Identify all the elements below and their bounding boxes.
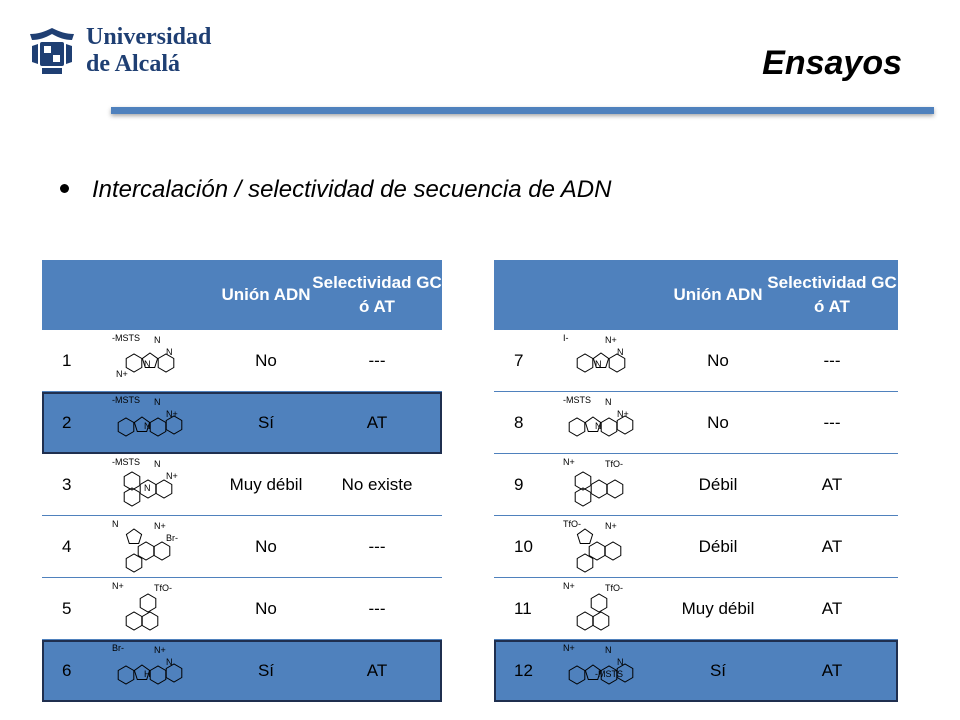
molecule-atom-label: H bbox=[144, 668, 151, 679]
table-row bbox=[42, 330, 442, 392]
university-crest-icon bbox=[22, 24, 82, 80]
molecule-ring bbox=[126, 529, 141, 544]
table-header-row bbox=[42, 260, 442, 330]
molecule-atom-label: N bbox=[144, 420, 151, 431]
molecule-ring bbox=[150, 666, 166, 684]
union-value: Sí bbox=[220, 640, 312, 702]
molecule-atom-label: Br- bbox=[112, 642, 124, 653]
selectividad-value: --- bbox=[766, 330, 898, 392]
molecule-structure-icon bbox=[555, 457, 655, 513]
union-value: No bbox=[670, 330, 766, 392]
molecule-structure bbox=[540, 330, 670, 392]
molecule-atom-label: N+ bbox=[617, 408, 629, 419]
results-table-right bbox=[494, 260, 898, 702]
header-structure bbox=[540, 260, 670, 330]
molecule-structure bbox=[540, 392, 670, 454]
molecule-structure bbox=[88, 330, 220, 392]
logo-wordmark bbox=[86, 24, 211, 78]
molecule-structure-icon bbox=[555, 581, 655, 637]
page-title: Ensayos bbox=[762, 44, 902, 82]
union-value: No bbox=[220, 516, 312, 578]
selectividad-value: AT bbox=[766, 578, 898, 640]
molecule-atom-label: N bbox=[112, 518, 119, 529]
logo-line2: de Alcalá bbox=[86, 51, 180, 77]
molecule-ring bbox=[142, 612, 158, 630]
selectividad-value: --- bbox=[312, 578, 442, 640]
compound-number: 1 bbox=[42, 330, 88, 392]
molecule-atom-label: N+ bbox=[154, 644, 166, 655]
molecule-ring bbox=[593, 612, 609, 630]
compound-number: 11 bbox=[494, 578, 540, 640]
molecule-structure bbox=[540, 578, 670, 640]
molecule-structure-icon bbox=[555, 643, 655, 699]
compound-number: 8 bbox=[494, 392, 540, 454]
table-row bbox=[494, 578, 898, 640]
molecule-ring bbox=[156, 480, 172, 498]
selectividad-value: AT bbox=[766, 516, 898, 578]
molecule-atom-label: N bbox=[617, 656, 624, 667]
molecule-atom-label: TfO- bbox=[154, 582, 172, 593]
results-table-left bbox=[42, 260, 442, 702]
table-row bbox=[494, 392, 898, 454]
molecule-ring bbox=[575, 488, 591, 506]
molecule-structure bbox=[88, 454, 220, 516]
union-value: Muy débil bbox=[670, 578, 766, 640]
compound-number: 9 bbox=[494, 454, 540, 516]
header-structure bbox=[88, 260, 220, 330]
union-value: Sí bbox=[670, 640, 766, 702]
selectividad-value: No existe bbox=[312, 454, 442, 516]
molecule-structure bbox=[88, 578, 220, 640]
header-selectividad: Selectividad GC ó AT bbox=[766, 260, 898, 330]
header-selectividad: Selectividad GC ó AT bbox=[312, 260, 442, 330]
molecule-structure bbox=[540, 454, 670, 516]
molecule-structure-icon bbox=[104, 581, 204, 637]
header-num bbox=[494, 260, 540, 330]
molecule-ring bbox=[140, 594, 156, 612]
molecule-ring bbox=[124, 488, 140, 506]
molecule-atom-label: N+ bbox=[563, 580, 575, 591]
molecule-atom-label: N+ bbox=[166, 408, 178, 419]
molecule-ring bbox=[577, 612, 593, 630]
molecule-ring bbox=[575, 472, 591, 490]
header-union: Unión ADN bbox=[220, 260, 312, 330]
molecule-atom-label: I- bbox=[563, 332, 569, 343]
university-logo bbox=[22, 22, 222, 82]
molecule-structure bbox=[540, 640, 670, 702]
molecule-ring bbox=[118, 418, 134, 436]
molecule-ring bbox=[150, 418, 166, 436]
header-union: Unión ADN bbox=[670, 260, 766, 330]
table-header-row bbox=[494, 260, 898, 330]
molecule-atom-label: N+ bbox=[166, 470, 178, 481]
molecule-ring bbox=[569, 418, 585, 436]
title-divider bbox=[111, 107, 934, 114]
molecule-atom-label: N bbox=[144, 358, 151, 369]
molecule-structure bbox=[88, 392, 220, 454]
molecule-ring bbox=[601, 418, 617, 436]
union-value: No bbox=[220, 578, 312, 640]
molecule-ring bbox=[126, 612, 142, 630]
compound-number: 3 bbox=[42, 454, 88, 516]
table-row bbox=[42, 640, 442, 702]
molecule-atom-label: N bbox=[166, 346, 173, 357]
molecule-atom-label: N bbox=[595, 358, 602, 369]
compound-number: 5 bbox=[42, 578, 88, 640]
table-row bbox=[494, 454, 898, 516]
molecule-atom-label: N bbox=[605, 396, 612, 407]
molecule-atom-label: Br- bbox=[166, 532, 178, 543]
molecule-ring bbox=[607, 480, 623, 498]
selectividad-value: AT bbox=[312, 640, 442, 702]
molecule-atom-label: TfO- bbox=[563, 518, 581, 529]
molecule-structure-icon bbox=[104, 643, 204, 699]
union-value: Muy débil bbox=[220, 454, 312, 516]
molecule-atom-label: N+ bbox=[154, 520, 166, 531]
molecule-structure-icon bbox=[555, 333, 655, 389]
table-row bbox=[42, 578, 442, 640]
bullet-dot bbox=[60, 184, 69, 193]
molecule-ring bbox=[154, 542, 170, 560]
molecule-atom-label: -MSTS bbox=[112, 456, 140, 467]
table-row bbox=[42, 454, 442, 516]
selectividad-value: --- bbox=[312, 330, 442, 392]
molecule-atom-label: N+ bbox=[563, 642, 575, 653]
molecule-ring bbox=[591, 594, 607, 612]
molecule-structure-icon bbox=[555, 395, 655, 451]
header-num bbox=[42, 260, 88, 330]
selectividad-value: AT bbox=[766, 640, 898, 702]
molecule-ring bbox=[126, 354, 142, 372]
molecule-atom-label: N+ bbox=[116, 368, 128, 379]
molecule-structure bbox=[88, 516, 220, 578]
molecule-structure-icon bbox=[104, 519, 204, 575]
table-row bbox=[494, 516, 898, 578]
molecule-atom-label: N+ bbox=[563, 456, 575, 467]
table-row bbox=[42, 516, 442, 578]
molecule-atom-label: N+ bbox=[112, 580, 124, 591]
union-value: No bbox=[220, 330, 312, 392]
molecule-structure-icon bbox=[555, 519, 655, 575]
molecule-atom-label: N bbox=[605, 644, 612, 655]
molecule-structure-icon bbox=[104, 457, 204, 513]
molecule-ring bbox=[591, 480, 607, 498]
molecule-structure bbox=[88, 640, 220, 702]
molecule-atom-label: N bbox=[154, 334, 161, 345]
molecule-ring bbox=[118, 666, 134, 684]
molecule-structure-icon bbox=[104, 395, 204, 451]
molecule-atom-label: -MSTS bbox=[595, 668, 623, 679]
molecule-structure bbox=[540, 516, 670, 578]
molecule-atom-label: N bbox=[144, 482, 151, 493]
molecule-ring bbox=[577, 529, 592, 544]
molecule-atom-label: -MSTS bbox=[112, 394, 140, 405]
compound-number: 2 bbox=[42, 392, 88, 454]
compound-number: 10 bbox=[494, 516, 540, 578]
union-value: Débil bbox=[670, 454, 766, 516]
selectividad-value: AT bbox=[766, 454, 898, 516]
union-value: Débil bbox=[670, 516, 766, 578]
selectividad-value: AT bbox=[312, 392, 442, 454]
molecule-atom-label: -MSTS bbox=[112, 332, 140, 343]
compound-number: 12 bbox=[494, 640, 540, 702]
molecule-ring bbox=[124, 472, 140, 490]
molecule-ring bbox=[569, 666, 585, 684]
molecule-ring bbox=[126, 554, 142, 572]
compound-number: 6 bbox=[42, 640, 88, 702]
molecule-atom-label: N bbox=[617, 346, 624, 357]
molecule-atom-label: -MSTS bbox=[563, 394, 591, 405]
molecule-atom-label: N bbox=[154, 458, 161, 469]
molecule-ring bbox=[577, 554, 593, 572]
compound-number: 4 bbox=[42, 516, 88, 578]
selectividad-value: --- bbox=[766, 392, 898, 454]
molecule-ring bbox=[577, 354, 593, 372]
table-row bbox=[494, 330, 898, 392]
union-value: No bbox=[670, 392, 766, 454]
table-row bbox=[42, 392, 442, 454]
union-value: Sí bbox=[220, 392, 312, 454]
molecule-atom-label: N bbox=[154, 396, 161, 407]
molecule-structure-icon bbox=[104, 333, 204, 389]
molecule-ring bbox=[605, 542, 621, 560]
table-row bbox=[494, 640, 898, 702]
compound-number: 7 bbox=[494, 330, 540, 392]
molecule-atom-label: TfO- bbox=[605, 458, 623, 469]
bullet-text: Intercalación / selectividad de secuencia de ADN bbox=[92, 176, 612, 203]
molecule-atom-label: N+ bbox=[605, 334, 617, 345]
molecule-atom-label: N+ bbox=[605, 520, 617, 531]
molecule-atom-label: TfO- bbox=[605, 582, 623, 593]
selectividad-value: --- bbox=[312, 516, 442, 578]
molecule-atom-label: N bbox=[166, 656, 173, 667]
molecule-atom-label: N bbox=[595, 420, 602, 431]
logo-line1: Universidad bbox=[86, 24, 212, 50]
